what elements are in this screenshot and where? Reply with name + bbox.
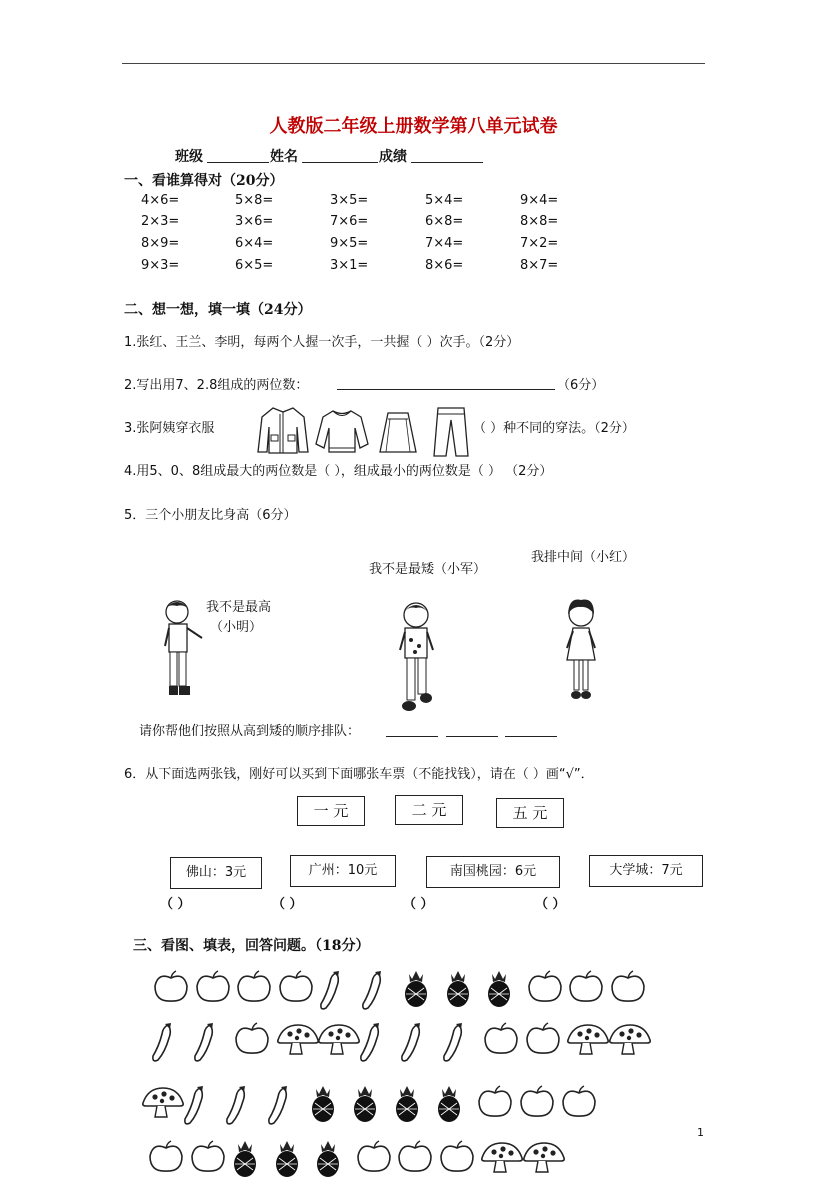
pineapple-icon [313,1140,343,1178]
score-blank[interactable] [411,162,483,163]
ticket-nanguo-taoyuan-answer[interactable]: （ ） [403,897,434,912]
eggplant-icon [224,1085,250,1127]
question-3-suffix: （ ）种不同的穿法。（2分） [473,421,635,436]
mushroom-icon [607,1022,653,1056]
question-3-prefix: 3.张阿姨穿衣服 [124,421,215,436]
pineapple-icon [230,1140,260,1178]
calc-item: 6×8= [425,214,464,229]
section2-heading: 二、想一想，填一填（24分） [124,302,312,318]
mushroom-icon [275,1022,321,1056]
question-2: 2.写出用7、2.8组成的两位数： [124,378,309,393]
calc-item: 5×8= [235,193,274,208]
order-blank-1[interactable] [386,736,438,737]
calc-item: 3×1= [330,258,369,273]
mushroom-icon [479,1140,525,1174]
apple-icon [152,970,190,1004]
eggplant-icon [358,1022,384,1064]
apple-icon [147,1140,185,1174]
calc-item: 7×4= [425,236,464,251]
eggplant-icon [266,1085,292,1127]
pineapple-icon [434,1085,464,1123]
speech-xiaojun: 我不是最矮（小军） [369,562,487,577]
question-2-answer-line[interactable] [337,389,555,390]
calc-item: 9×4= [520,193,559,208]
class-label: 班级 [175,149,203,165]
eggplant-icon [318,970,344,1012]
pineapple-icon [272,1140,302,1178]
pineapple-icon [401,970,431,1008]
calc-item: 3×5= [330,193,369,208]
pineapple-icon [484,970,514,1008]
eggplant-icon [182,1085,208,1127]
apple-icon [526,970,564,1004]
section3-heading: 三、看图、填表，回答问题。（18分） [133,938,370,954]
student-info [0,146,827,166]
calc-item: 8×6= [425,258,464,273]
name-blank[interactable] [302,162,378,163]
apple-icon [438,1140,476,1174]
header-rule [122,63,705,64]
question-5: 5．三个小朋友比身高（6分） [124,508,297,523]
calc-item: 7×2= [520,236,559,251]
apple-icon [277,970,315,1004]
apple-icon [189,1140,227,1174]
question-5-order: 请你帮他们按照从高到矮的顺序排队： [139,724,361,739]
pineapple-icon [350,1085,380,1123]
pineapple-icon [308,1085,338,1123]
pineapple-icon [443,970,473,1008]
calc-item: 9×5= [330,236,369,251]
page-title: 人教版二年级上册数学第八单元试卷 [269,116,558,137]
apple-icon [567,970,605,1004]
eggplant-icon [192,1022,218,1064]
speech-xiaohong: 我排中间（小红） [531,550,636,565]
sweater-icon [315,408,369,454]
mushroom-icon [565,1022,611,1056]
apple-icon [355,1140,393,1174]
xiaojun-figure [395,600,441,716]
section1-heading: 一、看谁算得对（20分） [124,173,284,189]
ticket-guangzhou: 广州：10元 [290,855,396,887]
apple-icon [233,1022,271,1056]
mushroom-icon [140,1085,186,1119]
question-1: 1.张红、王兰、李明，每两个人握一次手，一共握（ ）次手。（2分） [124,335,520,350]
apple-icon [560,1085,598,1119]
jacket-icon [256,405,310,455]
name-label: 姓名 [270,149,298,165]
xiaoming-figure [160,598,206,702]
speech-xiaoming-line1: 我不是最高 [206,600,272,615]
score-label: 成绩 [379,149,407,165]
eggplant-icon [360,970,386,1012]
calc-item: 4×6= [141,193,180,208]
calc-item: 9×3= [141,258,180,273]
calc-item: 5×4= [425,193,464,208]
calc-item: 6×5= [235,258,274,273]
eggplant-icon [441,1022,467,1064]
calc-item: 8×9= [141,236,180,251]
money-two-yuan[interactable]: 二 元 [395,795,463,825]
money-one-yuan[interactable]: 一 元 [297,796,365,826]
eggplant-icon [399,1022,425,1064]
speech-xiaoming-line2: （小明） [210,620,263,635]
eggplant-icon [150,1022,176,1064]
apple-icon [482,1022,520,1056]
calc-item: 8×8= [520,214,559,229]
question-2-score: （6分） [557,378,605,393]
apple-icon [194,970,232,1004]
calc-item: 2×3= [141,214,180,229]
apple-icon [609,970,647,1004]
ticket-nanguo-taoyuan: 南国桃园：6元 [426,856,560,888]
order-blank-2[interactable] [446,736,498,737]
xiaohong-figure [561,598,601,706]
ticket-guangzhou-answer[interactable]: （ ） [272,897,303,912]
apple-icon [396,1140,434,1174]
calc-item: 3×6= [235,214,274,229]
apple-icon [518,1085,556,1119]
ticket-foshan: 佛山：3元 [170,857,262,889]
apple-icon [476,1085,514,1119]
apple-icon [524,1022,562,1056]
calc-item: 6×4= [235,236,274,251]
ticket-daxuecheng: 大学城：7元 [589,855,703,887]
trousers-icon [432,406,470,458]
ticket-daxuecheng-answer[interactable]: （ ） [535,897,566,912]
calc-item: 8×7= [520,258,559,273]
order-blank-3[interactable] [505,736,557,737]
question-6: 6．从下面选两张钱，刚好可以买到下面哪张车票（不能找钱），请在（ ）画“√”． [124,767,594,782]
class-blank[interactable] [207,162,269,163]
apple-icon [235,970,273,1004]
skirt-icon [378,410,418,454]
pineapple-icon [392,1085,422,1123]
mushroom-icon [521,1140,567,1174]
calc-item: 7×6= [330,214,369,229]
mushroom-icon [316,1022,362,1056]
page-number: 1 [697,1126,704,1139]
money-five-yuan[interactable]: 五 元 [496,798,564,828]
question-4: 4.用5、0、8组成最大的两位数是（ ），组成最小的两位数是（ ） （2分） [124,464,553,479]
ticket-foshan-answer[interactable]: （ ） [160,897,191,912]
